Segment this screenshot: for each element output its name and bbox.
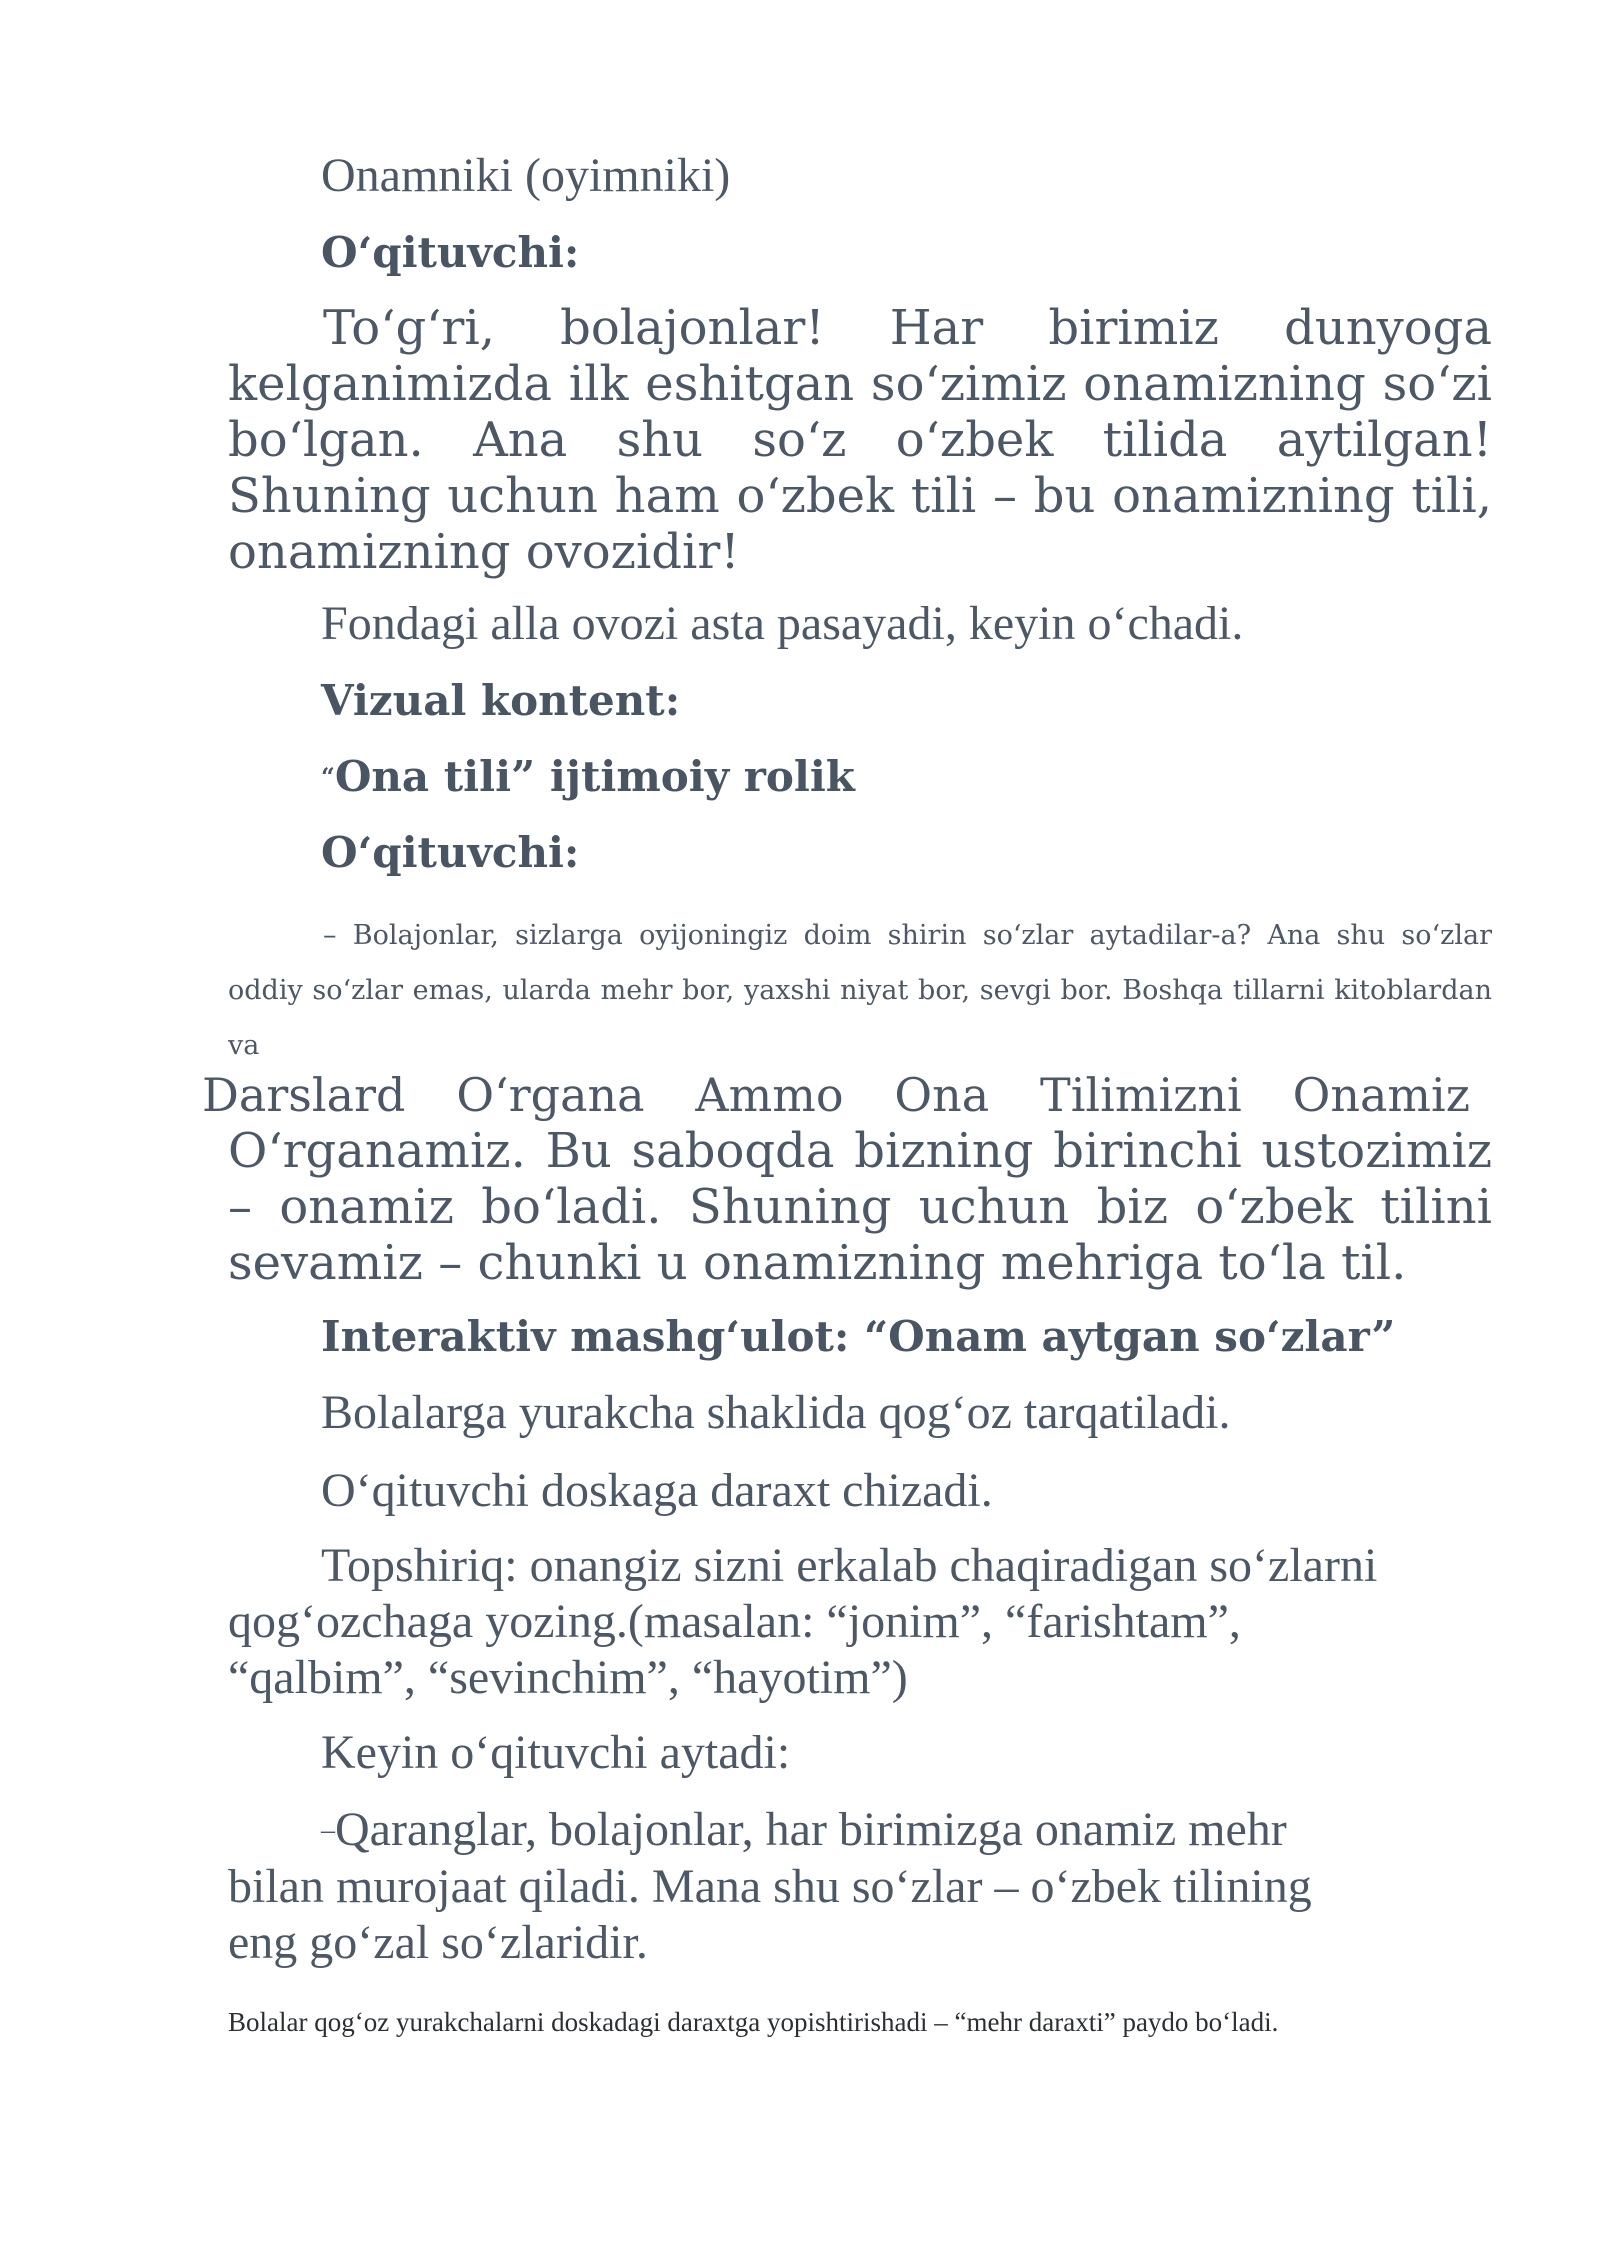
heading-video-text: Ona tili” ijtimoiy rolik: [334, 752, 855, 801]
heading-interactive: Interaktiv mashg‘ulot: “Onam aytgan so‘zlar”: [321, 1312, 1396, 1361]
heading-video: [321, 752, 1492, 802]
heading-teacher: O‘qituvchi:: [321, 828, 580, 877]
paragraph: To‘g‘ri, bolajonlar! Har birimiz dunyoga kelganimizda ilk eshitgan so‘zimiz onamizning so‘zi bo‘lgan. Ana shu so‘z o‘zbek tilida aytilgan! Shuning uchun ham o‘zbek tili – bu onamizning tili, onamizning ovozidir!: [228, 300, 1492, 580]
open-quote: “: [321, 762, 335, 791]
small-paragraph: – Bolajonlar, sizlarga oyijoningiz doim shirin so‘zlar aytadilar-a? Ana shu so‘zlar oddiy so‘zlar emas, ularda mehr bor, yaxshi niyat bor, sevgi bor. Boshqa tillarni kitoblardan va: [228, 920, 1492, 1061]
spread-word: Darslard: [202, 1068, 406, 1122]
quote-text: Qaranglar, bolajonlar, har birimizga onamiz mehr bilan murojaat qiladi. Mana shu so‘zlar – o‘zbek tilining eng go‘zal so‘zlaridir.: [228, 1803, 1312, 1969]
text-line: Onamniki (oyimniki): [321, 149, 731, 202]
spread-word: O‘rgana: [456, 1068, 645, 1122]
heading-visual-content: Vizual kontent:: [321, 676, 681, 725]
paragraph: O‘rganamiz. Bu saboqda bizning birinchi ustozimiz – onamiz bo‘ladi. Shuning uchun biz o‘zbek tilini sevamiz – chunki u onamizning mehriga to‘la til.: [228, 1123, 1492, 1291]
text-line: Bolalarga yurakcha shaklida qog‘oz tarqatiladi.: [321, 1386, 1231, 1439]
text-line: O‘qituvchi doskaga daraxt chizadi.: [321, 1464, 993, 1517]
text-line: Fondagi alla ovozi asta pasayadi, keyin o‘chadi.: [321, 597, 1244, 650]
spread-word: Ammo: [695, 1068, 844, 1122]
quote-paragraph: [228, 1802, 1380, 1971]
spread-word: Ona: [894, 1068, 990, 1122]
footnote: Bolalar qog‘oz yurakchalarni doskadagi daraxtga yopishtirishadi – “mehr daraxti” paydo bo‘ladi.: [228, 2007, 1279, 2037]
spread-word: Tilimizni: [1040, 1068, 1242, 1122]
spread-line: [202, 1067, 1470, 1123]
text-line: Keyin o‘qituvchi aytadi:: [321, 1726, 791, 1779]
task-paragraph: Topshiriq: onangiz sizni erkalab chaqiradigan so‘zlarni qog‘ozchaga yozing.(masalan: “jonim”, “farishtam”, “qalbim”, “sevinchim”, “hayotim”): [228, 1539, 1378, 1704]
spread-word: Onamiz: [1292, 1068, 1470, 1122]
dash: –: [321, 1815, 335, 1846]
heading-teacher: O‘qituvchi:: [321, 228, 580, 277]
